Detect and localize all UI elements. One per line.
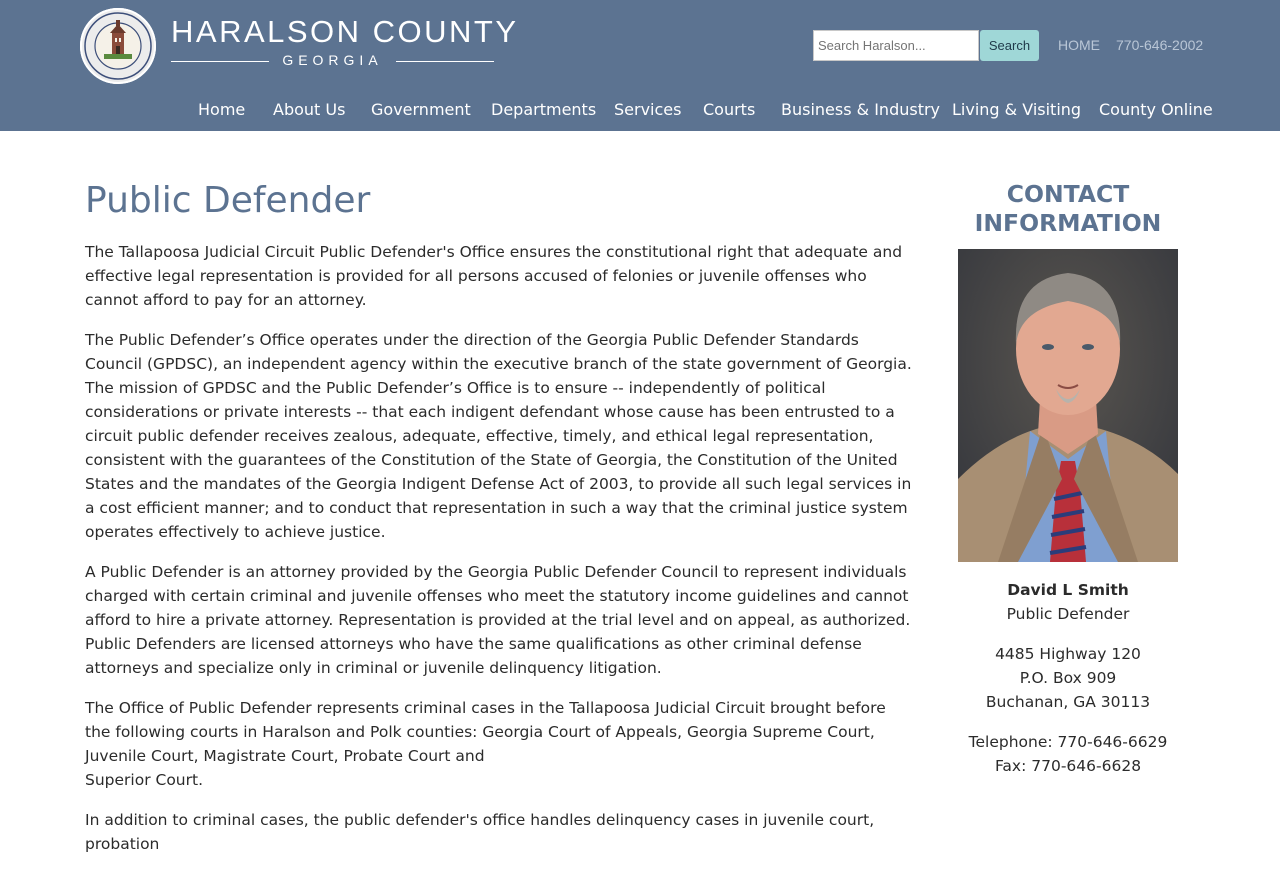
contact-name: David L Smith — [1007, 581, 1129, 599]
content-paragraph: The Tallapoosa Judicial Circuit Public Defender's Office ensures the constitutional right that adequate and effective legal representation is provided for all persons accused of felonies or juvenile offenses who cannot afford to pay for an attorney. — [85, 243, 903, 309]
county-seal-logo[interactable] — [80, 8, 156, 84]
site-title[interactable]: HARALSON COUNTY — [171, 14, 519, 49]
nav-item-services[interactable]: Services — [614, 100, 682, 119]
nav-item-business-industry[interactable]: Business & Industry — [781, 100, 941, 119]
content-paragraph — [85, 696, 913, 792]
nav-item-about-us[interactable]: About Us — [273, 100, 346, 119]
nav-item-departments[interactable]: Departments — [491, 100, 597, 119]
contact-fax: Fax: 770-646-6628 — [994, 757, 1142, 775]
nav-item-county-online[interactable]: County Online — [1099, 100, 1213, 119]
nav-item-living-visiting[interactable]: Living & Visiting — [952, 100, 1082, 119]
nav-item-courts[interactable]: Courts — [703, 100, 756, 119]
subtitle-rule-right — [396, 61, 494, 62]
paragraph-line: Superior Court. — [85, 771, 204, 789]
state-name: GEORGIA — [282, 52, 383, 68]
main-nav — [0, 100, 1280, 124]
search-button[interactable]: Search — [980, 30, 1039, 61]
contact-role: Public Defender — [1006, 605, 1130, 623]
seal-graphic — [80, 8, 156, 84]
contact-address-line: 4485 Highway 120 — [995, 645, 1141, 663]
nav-item-government[interactable]: Government — [371, 100, 471, 119]
top-home-link[interactable]: HOME — [1058, 37, 1100, 53]
contact-telephone[interactable]: Telephone: 770-646-6629 — [968, 733, 1168, 751]
site-subtitle — [171, 51, 494, 71]
contact-heading: CONTACT INFORMATION — [974, 180, 1162, 237]
content-paragraph: A Public Defender is an attorney provided by the Georgia Public Defender Council to represent individuals charged with certain criminal and juvenile offenses who meet the statutory income guidelines and cannot afford to hire a private attorney. Representation is provided at the trial level and on appeal, as authorized. Public Defenders are licensed attorneys who have the same qualifications as other criminal defense attorneys and specialize only in criminal or juvenile delinquency litigation. — [85, 563, 911, 677]
contact-address-line: Buchanan, GA 30113 — [985, 693, 1151, 711]
page-title: Public Defender — [85, 180, 371, 221]
top-phone-link[interactable]: 770-646-2002 — [1116, 37, 1204, 53]
content-paragraph: In addition to criminal cases, the public defender's office handles delinquency cases in juvenile court, probation — [85, 811, 875, 853]
contact-address-line: P.O. Box 909 — [1019, 669, 1117, 687]
main-content — [85, 240, 913, 872]
search-input[interactable] — [813, 30, 979, 61]
defender-portrait — [958, 249, 1178, 562]
paragraph-line: The Office of Public Defender represents criminal cases in the Tallapoosa Judicial Circuit brought before the following courts in Haralson and Polk counties: Georgia Court of Appeals, Georgia Supreme Court, Juvenile Court, Magistrate Court, Probate Court and — [85, 699, 886, 765]
content-paragraph: The Public Defender’s Office operates under the direction of the Georgia Public Defender Standards Council (GPDSC), an independent agency within the executive branch of the state government of Georgia. The mission of GPDSC and the Public Defender’s Office is to ensure -- independently of political considerations or private interests -- that each indigent defendant whose cause has been entrusted to a circuit public defender receives zealous, adequate, effective, timely, and ethical legal representation, consistent with the guarantees of the Constitution of the State of Georgia, the Constitution of the United States and the mandates of the Georgia Indigent Defense Act of 2003, to provide all such legal services in a cost efficient manner; and to conduct that representation in such a way that the criminal justice system operates effectively to achieve justice. — [85, 331, 912, 541]
portrait-photo — [958, 249, 1178, 562]
site-header — [0, 0, 1280, 131]
nav-item-home[interactable]: Home — [198, 100, 246, 119]
